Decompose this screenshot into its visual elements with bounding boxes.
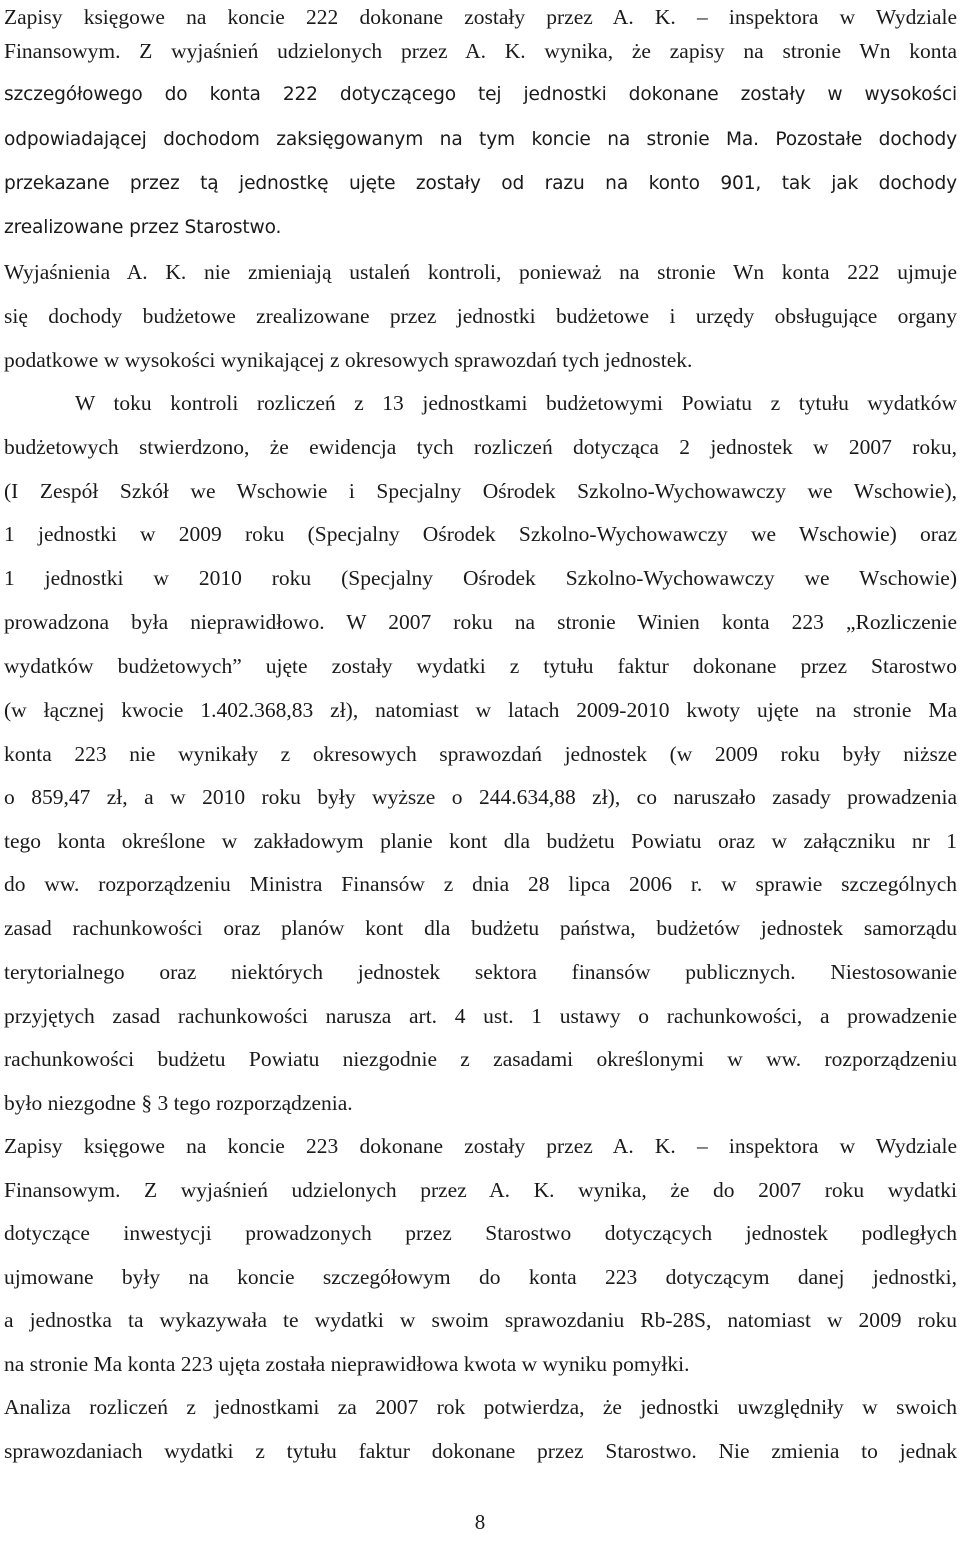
- text-line: sprawozdaniach wydatki z tytułu faktur dokonane przez Starostwo. Nie zmienia to jednak: [4, 1439, 957, 1463]
- text-line: dotyczące inwestycji prowadzonych przez Starostwo dotyczących jednostek podległych: [4, 1221, 957, 1245]
- text-line: wydatków budżetowych” ujęte zostały wydatki z tytułu faktur dokonane przez Starostwo: [4, 654, 957, 678]
- text-line: Zapisy księgowe na koncie 222 dokonane zostały przez A. K. – inspektora w Wydziale: [4, 5, 957, 29]
- text-line: do ww. rozporządzeniu Ministra Finansów z dnia 28 lipca 2006 r. w sprawie szczególnych: [4, 872, 957, 896]
- text-line: się dochody budżetowe zrealizowane przez jednostki budżetowe i urzędy obsługujące organy: [4, 304, 957, 328]
- text-line: konta 223 nie wynikały z okresowych sprawozdań jednostek (w 2009 roku były niższe: [4, 742, 957, 766]
- text-line: zrealizowane przez Starostwo.: [4, 217, 282, 238]
- text-line: 1 jednostki w 2009 roku (Specjalny Ośrodek Szkolno-Wychowawczy we Wschowie) oraz: [4, 522, 957, 546]
- text-line: Finansowym. Z wyjaśnień udzielonych przez A. K. wynika, że zapisy na stronie Wn konta: [4, 39, 957, 63]
- text-line: o 859,47 zł, a w 2010 roku były wyższe o 244.634,88 zł), co naruszało zasady prowadzenia: [4, 785, 957, 809]
- text-line: przyjętych zasad rachunkowości narusza art. 4 ust. 1 ustawy o rachunkowości, a prowadzenie: [4, 1004, 957, 1028]
- text-line: zasad rachunkowości oraz planów kont dla budżetu państwa, budżetów jednostek samorządu: [4, 916, 957, 940]
- text-line: budżetowych stwierdzono, że ewidencja tych rozliczeń dotycząca 2 jednostek w 2007 roku,: [4, 435, 957, 459]
- text-line: prowadzona była nieprawidłowo. W 2007 roku na stronie Winien konta 223 „Rozliczenie: [4, 610, 957, 634]
- text-line: a jednostka ta wykazywała te wydatki w swoim sprawozdaniu Rb-28S, natomiast w 2009 roku: [4, 1308, 957, 1332]
- text-line: (I Zespół Szkół we Wschowie i Specjalny Ośrodek Szkolno-Wychowawczy we Wschowie),: [4, 479, 957, 503]
- text-line: szczegółowego do konta 222 dotyczącego tej jednostki dokonane zostały w wysokości: [4, 84, 957, 105]
- text-line: terytorialnego oraz niektórych jednostek sektora finansów publicznych. Niestosowanie: [4, 960, 957, 984]
- text-line: (w łącznej kwocie 1.402.368,83 zł), natomiast w latach 2009-2010 kwoty ujęte na stronie Ma: [4, 698, 957, 722]
- text-line: rachunkowości budżetu Powiatu niezgodnie z zasadami określonymi w ww. rozporządzeniu: [4, 1047, 957, 1071]
- text-line: Wyjaśnienia A. K. nie zmieniają ustaleń kontroli, ponieważ na stronie Wn konta 222 ujmuje: [4, 260, 957, 284]
- text-line: ujmowane były na koncie szczegółowym do konta 223 dotyczącym danej jednostki,: [4, 1265, 957, 1289]
- text-line: W toku kontroli rozliczeń z 13 jednostkami budżetowymi Powiatu z tytułu wydatków: [75, 391, 957, 415]
- text-line: było niezgodne § 3 tego rozporządzenia.: [4, 1091, 353, 1115]
- text-line: tego konta określone w zakładowym planie kont dla budżetu Powiatu oraz w załączniku nr 1: [4, 829, 957, 853]
- text-line: Zapisy księgowe na koncie 223 dokonane zostały przez A. K. – inspektora w Wydziale: [4, 1134, 957, 1158]
- text-line: Analiza rozliczeń z jednostkami za 2007 rok potwierdza, że jednostki uwzględniły w swoich: [4, 1395, 957, 1419]
- page-number: 8: [474, 1510, 486, 1534]
- text-line: Finansowym. Z wyjaśnień udzielonych przez A. K. wynika, że do 2007 roku wydatki: [4, 1178, 957, 1202]
- text-line: 1 jednostki w 2010 roku (Specjalny Ośrodek Szkolno-Wychowawczy we Wschowie): [4, 566, 957, 590]
- text-line: odpowiadającej dochodom zaksięgowanym na tym koncie na stronie Ma. Pozostałe dochody: [4, 129, 957, 150]
- text-line: przekazane przez tą jednostkę ujęte zostały od razu na konto 901, tak jak dochody: [4, 173, 957, 194]
- text-line: na stronie Ma konta 223 ujęta została nieprawidłowa kwota w wyniku pomyłki.: [4, 1352, 690, 1376]
- text-line: podatkowe w wysokości wynikającej z okresowych sprawozdań tych jednostek.: [4, 348, 693, 372]
